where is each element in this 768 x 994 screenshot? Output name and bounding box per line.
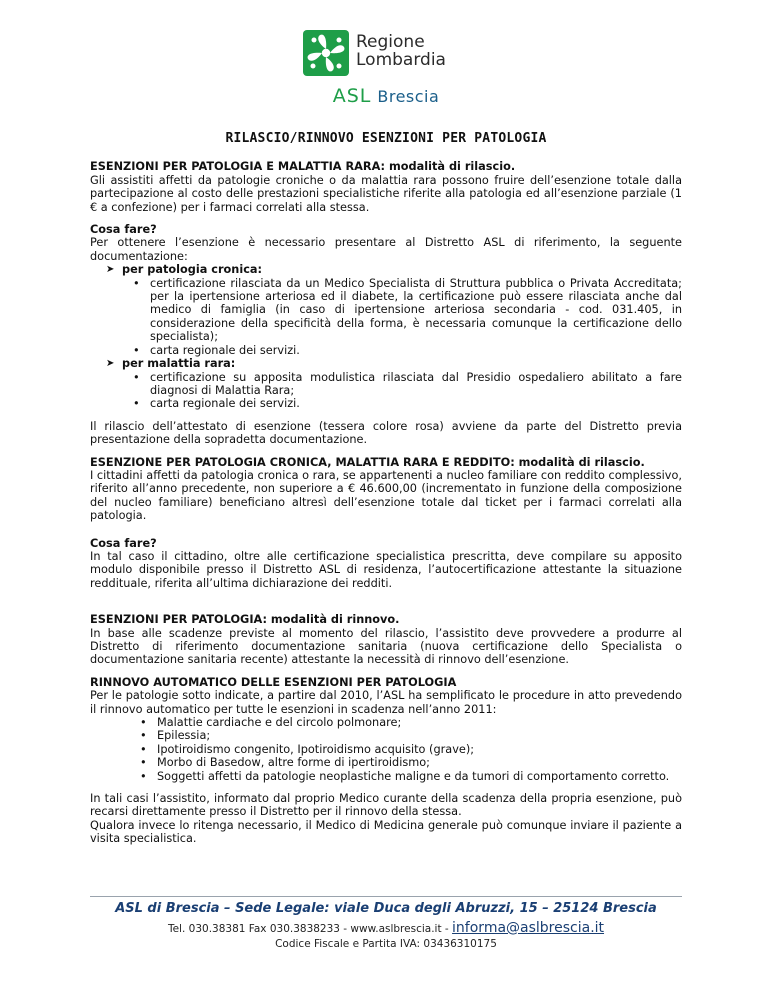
documentation-list: [90, 263, 682, 410]
asl-label: ASL: [332, 85, 372, 107]
city-label: Brescia: [377, 87, 440, 106]
list-item: • Ipotiroidismo congenito, Ipotiroidismo acquisito (grave);: [157, 743, 682, 756]
document-body: [90, 124, 682, 846]
list-item: • carta regionale dei servizi.: [150, 397, 682, 410]
footer-address: ASL di Brescia – Sede Legale: viale Duca degli Abruzzi, 15 – 25124 Brescia: [115, 901, 657, 916]
section-text: Gli assistiti affetti da patologie croniche o da malattia rara possono fruire dell’esenzione totale dalla partecipazione al costo delle prestazioni specialistiche riferite alla patologia ed all’esenzione parziale (1 € a confezione) per i farmaci correlati alla stessa.: [90, 173, 682, 214]
arrow-bullet-icon: ➤: [106, 264, 115, 276]
list-group: [106, 263, 682, 357]
section-text: In tal caso il cittadino, oltre alle certificazione specialistica prescritta, deve compilare su apposito modulo disponibile presso il Distretto ASL di residenza, l’autocertificazione attestante la situazione reddituale, riferita all’ultima dichiarazione dei redditi.: [90, 549, 682, 590]
logo-wordmark: [356, 33, 446, 69]
section-text: In tali casi l’assistito, informato dal proprio Medico curante della scadenza della propria esenzione, può recarsi direttamente presso il Distretto per il rinnovo della stessa.: [90, 792, 682, 819]
list-item: • Epilessia;: [157, 729, 682, 742]
asl-brescia-wordmark: [286, 85, 486, 107]
list-group-label: per malattia rara:: [122, 357, 236, 371]
document-title: RILASCIO/RINNOVO ESENZIONI PER PATOLOGIA: [225, 131, 547, 146]
section-heading: ESENZIONI PER PATOLOGIA E MALATTIA RARA: modalità di rilascio.: [90, 160, 516, 174]
list-group: [106, 357, 682, 411]
list-item: • certificazione su apposita modulistica rilasciata dal Presidio ospedaliero abilitato a fare diagnosi di Malattia Rara;: [150, 371, 682, 398]
footer-tax-code: Codice Fiscale e Partita IVA: 03436310175: [275, 938, 497, 950]
section-heading: ESENZIONI PER PATOLOGIA: modalità di rinnovo.: [90, 613, 400, 627]
footer-contacts: [90, 920, 682, 936]
list-item: • carta regionale dei servizi.: [150, 344, 682, 357]
section-heading: Cosa fare?: [90, 536, 157, 550]
list-item: • Soggetti affetti da patologie neoplastiche maligne e da tumori di comportamento corretto.: [157, 770, 682, 783]
logo-line-1: Regione: [356, 32, 425, 52]
page-footer: [90, 896, 682, 950]
section-text: I cittadini affetti da patologia cronica o rara, se appartenenti a nucleo familiare con reddito complessivo, riferito all’anno precedente, non superiore a € 46.600,00 (incrementato in funzione della composizione del nucleo familiare) beneficiano altresì dell’esenzione totale dal ticket per i farmaci correlati alla patologia.: [90, 468, 682, 523]
footer-email-link[interactable]: informa@aslbrescia.it: [452, 920, 605, 936]
list-item: • certificazione rilasciata da un Medico Specialista di Struttura pubblica o Privata Accreditata; per la ipertensione arteriosa ed il diabete, la certificazione può essere rilasciata anche dal medico di famiglia (in caso di ipertensione arteriosa secondaria - cod. 031.405, in considerazione della specificità della forma, è necessaria comunque la certificazione dello specialista);: [150, 277, 682, 344]
pathology-list: [90, 716, 682, 783]
section-text: Per ottenere l’esenzione è necessario presentare al Distretto ASL di riferimento, la seguente documentazione:: [90, 236, 682, 263]
list-group-label: per patologia cronica:: [122, 263, 263, 277]
arrow-bullet-icon: ➤: [106, 358, 115, 370]
logo-line-2: Lombardia: [356, 50, 446, 70]
regione-lombardia-flower-icon: [303, 30, 349, 76]
section-text: Per le patologie sotto indicate, a partire dal 2010, l’ASL ha semplificato le procedure in atto prevedendo il rinnovo automatico per tutte le esenzioni in scadenza nell’anno 2011:: [90, 689, 682, 716]
section-text: Il rilascio dell’attestato di esenzione (tessera colore rosa) avviene da parte del Distretto previa presentazione della sopradetta documentazione.: [90, 419, 682, 447]
list-item: • Morbo di Basedow, altre forme di ipertiroidismo;: [157, 756, 682, 769]
list-item: • Malattie cardiache e del circolo polmonare;: [157, 716, 682, 729]
section-text: Qualora invece lo ritenga necessario, il Medico di Medicina generale può comunque inviare il paziente a visita specialistica.: [90, 818, 682, 846]
section-text: In base alle scadenze previste al momento del rilascio, l’assistito deve provvedere a produrre al Distretto di riferimento documentazione sanitaria (nuova certificazione dello Specialista o documentazione sanitaria recente) attestante la necessità di rinnovo dell’esenzione.: [90, 626, 682, 667]
section-heading: Cosa fare?: [90, 223, 157, 237]
section-heading: RINNOVO AUTOMATICO DELLE ESENZIONI PER PATOLOGIA: [90, 675, 457, 689]
section-heading: ESENZIONE PER PATOLOGIA CRONICA, MALATTIA RARA E REDDITO: modalità di rilascio.: [90, 455, 645, 469]
footer-phone-web: Tel. 030.38381 Fax 030.3838233 - www.aslbrescia.it -: [167, 923, 453, 935]
